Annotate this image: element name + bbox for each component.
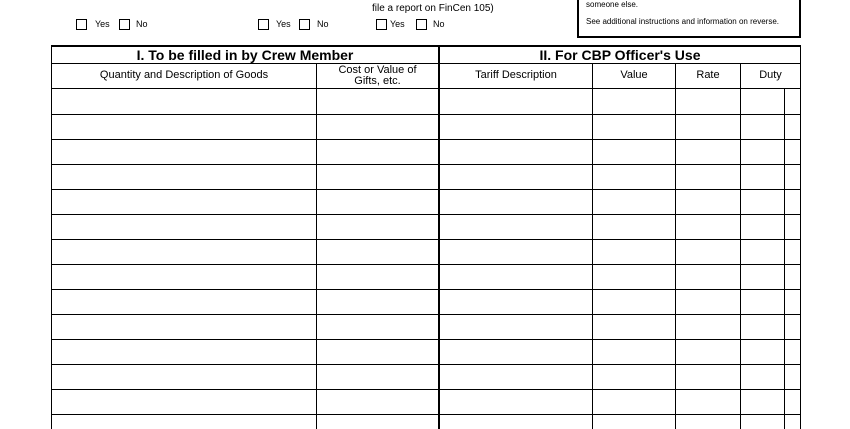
cell-value-row-5[interactable] (594, 190, 675, 214)
cell-cost-row-10[interactable] (318, 315, 438, 339)
cell-cost-row-7[interactable] (318, 240, 438, 264)
cell-cost-row-1[interactable] (318, 89, 438, 114)
label-yes-2: Yes (276, 19, 291, 29)
cell-value-row-2[interactable] (594, 115, 675, 139)
cell-duty-row-3[interactable] (742, 140, 784, 164)
cell-duty-row-4[interactable] (742, 165, 784, 189)
cell-rate-row-11[interactable] (677, 340, 740, 364)
cell-duty-sub-row-11[interactable] (786, 340, 800, 364)
cell-cost-row-6[interactable] (318, 215, 438, 239)
cell-value-row-4[interactable] (594, 165, 675, 189)
section-title-rule (51, 63, 801, 64)
section2-title: II. For CBP Officer's Use (539, 47, 701, 63)
section-divider (438, 45, 440, 429)
table-left-border (51, 45, 52, 429)
cell-duty-sub-row-1[interactable] (786, 89, 800, 114)
cell-goods-row-7[interactable] (53, 240, 316, 264)
label-no-2: No (317, 19, 329, 29)
cell-rate-row-5[interactable] (677, 190, 740, 214)
cell-goods-row-4[interactable] (53, 165, 316, 189)
col-sep-rate (675, 63, 676, 429)
cell-goods-row-6[interactable] (53, 215, 316, 239)
cell-tariff-row-11[interactable] (441, 340, 592, 364)
cell-rate-row-4[interactable] (677, 165, 740, 189)
col-sep-cost (316, 63, 317, 429)
cell-rate-row-12[interactable] (677, 365, 740, 389)
cell-rate-row-8[interactable] (677, 265, 740, 289)
cell-duty-row-12[interactable] (742, 365, 784, 389)
label-yes-1: Yes (95, 19, 110, 29)
cell-duty-sub-row-5[interactable] (786, 190, 800, 214)
col-header-goods: Quantity and Description of Goods (99, 69, 269, 81)
cell-value-row-8[interactable] (594, 265, 675, 289)
cell-tariff-row-12[interactable] (441, 365, 592, 389)
cell-goods-row-8[interactable] (53, 265, 316, 289)
cell-cost-row-4[interactable] (318, 165, 438, 189)
col-header-duty: Duty (759, 69, 782, 81)
cell-duty-row-8[interactable] (742, 265, 784, 289)
cell-goods-row-12[interactable] (53, 365, 316, 389)
cell-duty-row-10[interactable] (742, 315, 784, 339)
col-header-cost-line1: Cost or Value of (338, 64, 417, 76)
cell-value-row-13[interactable] (594, 390, 675, 414)
cell-value-row-10[interactable] (594, 315, 675, 339)
cell-cost-row-12[interactable] (318, 365, 438, 389)
cell-value-row-12[interactable] (594, 365, 675, 389)
cell-goods-row-9[interactable] (53, 290, 316, 314)
cell-goods-row-11[interactable] (53, 340, 316, 364)
cell-value-row-11[interactable] (594, 340, 675, 364)
cell-rate-row-13[interactable] (677, 390, 740, 414)
cell-tariff-row-4[interactable] (441, 165, 592, 189)
col-header-rate: Rate (696, 69, 720, 81)
cell-duty-row-9[interactable] (742, 290, 784, 314)
cell-cost-row-5[interactable] (318, 190, 438, 214)
cell-duty-row-1[interactable] (742, 89, 784, 114)
cell-duty-sub-row-8[interactable] (786, 265, 800, 289)
cell-duty-sub-row-12[interactable] (786, 365, 800, 389)
cell-value-row-7[interactable] (594, 240, 675, 264)
cell-tariff-row-6[interactable] (441, 215, 592, 239)
cell-value-row-3[interactable] (594, 140, 675, 164)
cell-duty-row-11[interactable] (742, 340, 784, 364)
cell-cost-row-3[interactable] (318, 140, 438, 164)
cell-tariff-row-1[interactable] (441, 89, 592, 114)
cell-cost-row-9[interactable] (318, 290, 438, 314)
cell-cost-row-8[interactable] (318, 265, 438, 289)
cell-tariff-row-13[interactable] (441, 390, 592, 414)
cell-duty-sub-row-3[interactable] (786, 140, 800, 164)
cell-cost-row-11[interactable] (318, 340, 438, 364)
table-right-border (800, 45, 801, 429)
label-yes-3: Yes (390, 19, 405, 29)
cell-duty-sub-row-9[interactable] (786, 290, 800, 314)
cell-goods-row-3[interactable] (53, 140, 316, 164)
cell-value-row-6[interactable] (594, 215, 675, 239)
cell-rate-row-1[interactable] (677, 89, 740, 114)
col-header-value: Value (620, 69, 648, 81)
label-no-3: No (433, 19, 445, 29)
cell-tariff-row-10[interactable] (441, 315, 592, 339)
row-rule-13 (51, 414, 801, 415)
col-header-tariff: Tariff Description (475, 69, 557, 81)
cell-tariff-row-5[interactable] (441, 190, 592, 214)
cell-tariff-row-2[interactable] (441, 115, 592, 139)
cell-tariff-row-8[interactable] (441, 265, 592, 289)
col-sep-duty (740, 63, 741, 429)
cell-duty-row-13[interactable] (742, 390, 784, 414)
note-someone-else: someone else. (586, 0, 639, 9)
cell-rate-row-10[interactable] (677, 315, 740, 339)
cell-rate-row-7[interactable] (677, 240, 740, 264)
cell-duty-sub-row-6[interactable] (786, 215, 800, 239)
cell-duty-sub-row-13[interactable] (786, 390, 800, 414)
fincen-text: file a report on FinCen 105) (372, 3, 494, 14)
note-see-reverse: See additional instructions and information on reverse. (586, 17, 779, 26)
cell-duty-sub-row-2[interactable] (786, 115, 800, 139)
cell-goods-row-5[interactable] (53, 190, 316, 214)
cell-goods-row-13[interactable] (53, 390, 316, 414)
cell-duty-sub-row-4[interactable] (786, 165, 800, 189)
cell-tariff-row-3[interactable] (441, 140, 592, 164)
col-header-cost-line2: Gifts, etc. (354, 75, 401, 87)
cell-goods-row-1[interactable] (53, 89, 316, 114)
cell-goods-row-2[interactable] (53, 115, 316, 139)
cell-rate-row-9[interactable] (677, 290, 740, 314)
cell-duty-row-2[interactable] (742, 115, 784, 139)
cell-cost-row-2[interactable] (318, 115, 438, 139)
section1-title: I. To be filled in by Crew Member (136, 47, 354, 63)
cell-cost-row-13[interactable] (318, 390, 438, 414)
cell-value-row-9[interactable] (594, 290, 675, 314)
cell-tariff-row-9[interactable] (441, 290, 592, 314)
cell-duty-sub-row-10[interactable] (786, 315, 800, 339)
col-sep-value (592, 63, 593, 429)
cell-duty-row-5[interactable] (742, 190, 784, 214)
col-header-cost (317, 65, 438, 87)
cell-rate-row-2[interactable] (677, 115, 740, 139)
cell-tariff-row-7[interactable] (441, 240, 592, 264)
label-no-1: No (136, 19, 148, 29)
cell-duty-sub-row-7[interactable] (786, 240, 800, 264)
cell-duty-row-6[interactable] (742, 215, 784, 239)
cell-goods-row-10[interactable] (53, 315, 316, 339)
cell-rate-row-3[interactable] (677, 140, 740, 164)
cell-value-row-1[interactable] (594, 89, 675, 114)
cell-duty-row-7[interactable] (742, 240, 784, 264)
cell-rate-row-6[interactable] (677, 215, 740, 239)
